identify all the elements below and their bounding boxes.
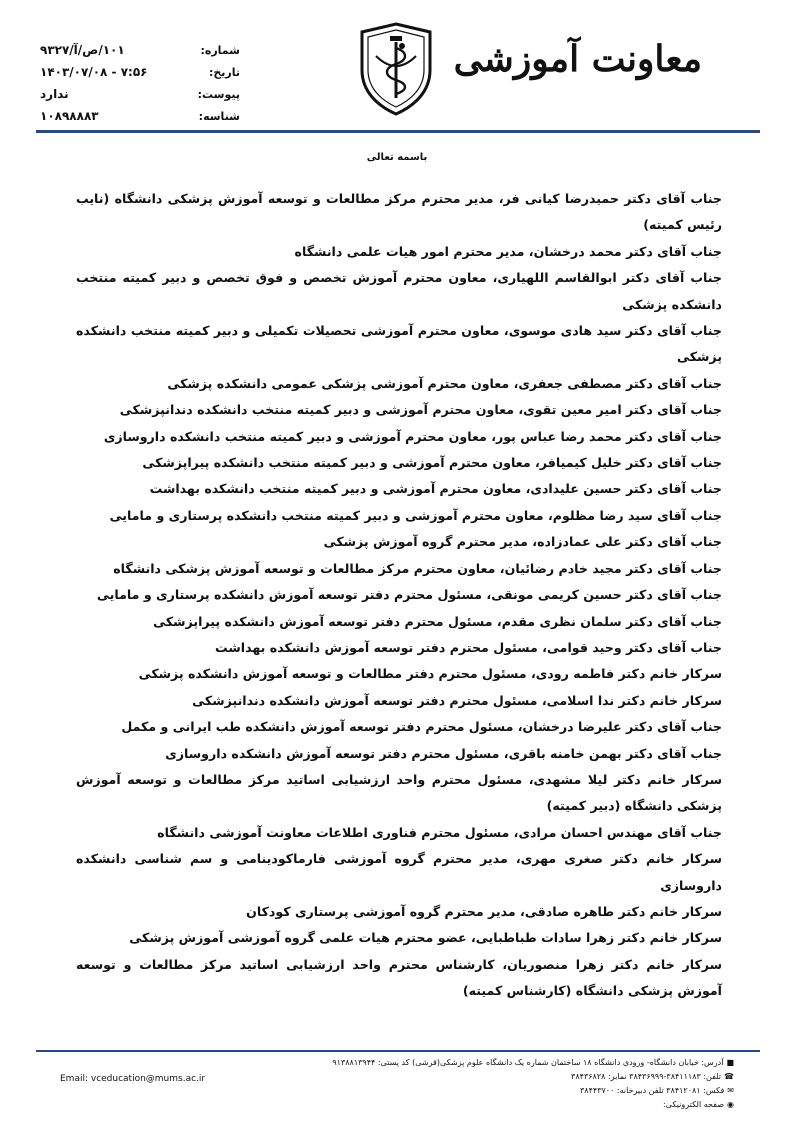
- letter-header: [0, 0, 794, 140]
- recipient-list: [76, 186, 722, 1005]
- meta-date: [40, 66, 240, 88]
- meta-label: پیوست:: [197, 88, 240, 101]
- recipient-item: جناب آقای دکتر مجید خادم رضائیان، معاون محترم مرکز مطالعات و توسعه آموزش پزشکی دانشگاه: [113, 560, 722, 576]
- meta-number: [40, 44, 240, 66]
- recipient-item: جناب آقای دکتر مصطفی جعفری، معاون محترم آموزشی پزشکی عمومی دانشکده پزشکی: [167, 375, 722, 391]
- footer-divider: [36, 1050, 760, 1052]
- recipient-item: جناب آقای دکتر خلیل کیمیافر، معاون محترم آموزشی و دبیر کمیته منتخب دانشکده پیراپزشکی: [142, 455, 722, 471]
- recipient-item: جناب آقای سید رضا مظلوم، معاون محترم آموزشی و دبیر کمیته منتخب دانشکده پرستاری و مامایی: [109, 507, 722, 523]
- recipient-item: جناب آقای دکتر علیرضا درخشان، مسئول محترم دفتر توسعه آموزش دانشکده طب ایرانی و مکمل: [121, 719, 722, 735]
- meta-attachment: [40, 88, 240, 110]
- recipient-item: جناب آقای دکتر امیر معین تقوی، معاون محترم آموزشی و دبیر کمیته منتخب دانشکده دندانپزشکی: [119, 402, 722, 418]
- recipient-item: جناب آقای دکتر ابوالقاسم اللهیاری، معاون محترم آموزش تخصص و فوق تخصص و دبیر کمیته منتخب دانشکده پزشکی: [76, 270, 722, 312]
- recipient-item: جناب آقای دکتر حسین علیدادی، معاون محترم آموزشی و دبیر کمیته منتخب دانشکده بهداشت: [149, 481, 722, 497]
- meta-value: ۱۰۸۹۸۸۸۳: [40, 109, 99, 123]
- recipient-item: جناب آقای دکتر سید هادی موسوی، معاون محترم آموزشی تحصیلات تکمیلی و دبیر کمیته منتخب دانشکده پزشکی: [76, 323, 722, 365]
- recipient-item: سرکار خانم دکتر زهرا منصوریان، کارشناس محترم واحد ارزشیابی اساتید مرکز مطالعات و توسعه آموزش پزشکی دانشگاه (کارشناس کمیته): [76, 956, 722, 999]
- letter-meta: [40, 44, 240, 132]
- recipient-item: جناب آقای دکتر محمد رضا عباس پور، معاون محترم آموزشی و دبیر کمیته منتخب دانشکده داروسازی: [103, 428, 722, 444]
- letter-footer: [60, 1056, 734, 1116]
- footer-email[interactable]: Email: vceducation@mums.ac.ir: [60, 1074, 206, 1084]
- footer-fax: ✉فکس: ۳۸۴۱۲۰۸۱ تلفن دبیرخانه: ۳۸۴۴۳۷۰۰: [314, 1084, 734, 1098]
- globe-icon: ◉: [727, 1100, 734, 1109]
- meta-label: شماره:: [200, 44, 240, 57]
- recipient-item: جناب آقای دکتر بهمن خامنه باقری، مسئول محترم دفتر توسعه آموزش دانشکده داروسازی: [165, 745, 722, 761]
- recipient-item: سرکار خانم دکتر لیلا مشهدی، مسئول محترم واحد ارزشیابی اساتید مرکز مطالعات و توسعه آموزش پزشکی دانشگاه (دبیر کمیته): [76, 771, 722, 814]
- footer-web: ◉صفحه الکترونیکی:: [314, 1098, 734, 1112]
- recipient-item: جناب آقای دکتر حمیدرضا کیانی فر، مدیر محترم مرکز مطالعات و توسعه آموزش پزشکی دانشگاه (نایب رئیس کمیته): [76, 191, 722, 233]
- location-icon: ■: [726, 1058, 734, 1067]
- footer-contact: [314, 1056, 734, 1112]
- university-logo-icon: [346, 18, 446, 122]
- recipient-item: جناب آقای دکتر محمد درخشان، مدیر محترم امور هیات علمی دانشگاه: [294, 243, 722, 259]
- recipient-item: سرکار خانم دکتر زهرا سادات طباطبایی، عضو محترم هیات علمی گروه آموزشی آموزش پزشکی: [129, 930, 722, 946]
- fax-icon: ✉: [727, 1086, 734, 1095]
- meta-id: [40, 110, 240, 132]
- meta-label: شناسه:: [198, 110, 240, 123]
- recipient-item: جناب آقای دکتر وحید قوامی، مسئول محترم دفتر توسعه آموزش دانشکده بهداشت: [215, 639, 722, 655]
- meta-label: تاریخ:: [208, 66, 240, 79]
- recipient-item: سرکار خانم دکتر فاطمه رودی، مسئول محترم دفتر مطالعات و توسعه آموزش دانشکده پزشکی: [138, 666, 722, 682]
- recipient-item: جناب آقای مهندس احسان مرادی، مسئول محترم فناوری اطلاعات معاونت آموزشی دانشگاه: [157, 824, 722, 840]
- recipient-item: جناب آقای دکتر علی عمادزاده، مدیر محترم گروه آموزش پزشکی: [323, 534, 722, 550]
- recipient-item: جناب آقای دکتر حسین کریمی مونقی، مسئول محترم دفتر توسعه آموزش دانشکده پرستاری و مامایی: [96, 587, 722, 603]
- department-title: معاونت آموزشی: [453, 38, 702, 80]
- phone-icon: ☎: [724, 1072, 734, 1081]
- meta-value: ۱۴۰۳/۰۷/۰۸ - ۷:۵۶: [40, 65, 148, 79]
- header-divider: [36, 130, 760, 133]
- recipient-item: سرکار خانم دکتر طاهره صادقی، مدیر محترم گروه آموزشی پرستاری کودکان: [246, 903, 722, 919]
- recipient-item: سرکار خانم دکتر صغری مهری، مدیر محترم گروه آموزشی فارماکودینامی و سم شناسی دانشکده داروسازی: [76, 851, 722, 893]
- footer-phone: ☎تلفن: ۳۸۴۱۱۱۸۳-۳۸۴۳۶۹۹۹ نمابر: ۳۸۴۳۶۸۲۸: [314, 1070, 734, 1084]
- recipient-item: سرکار خانم دکتر ندا اسلامی، مسئول محترم دفتر توسعه آموزش دانشکده دندانپزشکی: [192, 692, 722, 708]
- invocation-line: باسمه تعالی: [366, 152, 428, 163]
- meta-value: ندارد: [40, 87, 69, 101]
- meta-value: ۱۰۱/ص/آ/۹۳۲۷: [40, 43, 125, 57]
- recipient-item: جناب آقای دکتر سلمان نظری مقدم، مسئول محترم دفتر توسعه آموزش دانشکده پیراپزشکی: [153, 613, 722, 629]
- footer-address: ■آدرس: خیابان دانشگاه- ورودی دانشگاه ۱۸ ساختمان شماره یک دانشگاه علوم پزشکی(قرشی) کد پستی: ۹۱۳۸۸۱۳۹۴۴: [314, 1056, 734, 1070]
